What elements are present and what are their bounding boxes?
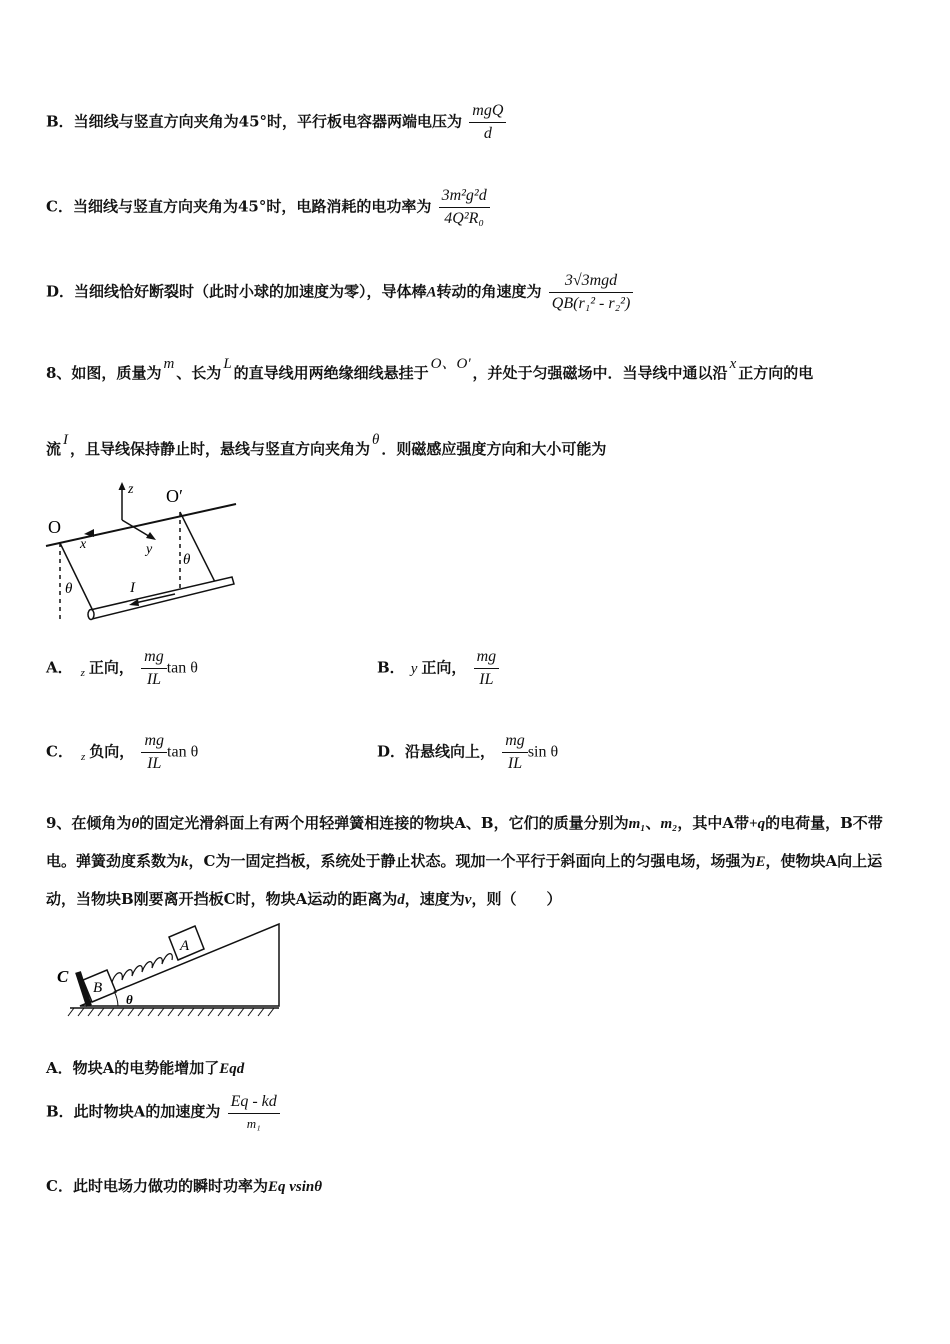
q8-var-m: m (163, 356, 175, 372)
q8-text: 8、如图，质量为 (46, 364, 162, 382)
q7-option-b (46, 102, 506, 143)
q8-option-c-trig: tan θ (167, 743, 199, 761)
fraction-numerator: mg (474, 648, 500, 669)
fraction-denominator: m₁ (246, 1116, 261, 1131)
q9-option-c (46, 1175, 322, 1196)
q9-var-m1: m₁ (628, 816, 646, 832)
q8-text: 正方向的电 (738, 364, 814, 382)
q8-fig-label-theta-left: θ (65, 581, 73, 597)
q8-text: 流 (46, 440, 62, 458)
q8-option-a (46, 648, 198, 689)
q8-stem-line2 (46, 432, 607, 459)
q7-option-c-label: C．当细线与竖直方向夹角为45°时，电路消耗的电功率为 (46, 197, 432, 216)
q9-option-a-label: A．物块A的电势能增加了 (46, 1059, 220, 1077)
q8-option-c-fraction (141, 732, 167, 773)
q8-var-l: L (223, 356, 232, 372)
fraction-numerator: mg (141, 732, 167, 753)
q9-text: ，C为一固定挡板，系统处于静止状态。现加一个平行于斜面向上的匀强电场，场强为 (188, 852, 756, 870)
q9-option-b (46, 1093, 280, 1132)
q8-option-d-trig: sin θ (527, 743, 559, 761)
q9-fig-label-b: B (93, 980, 103, 996)
q8-support-bar (46, 504, 236, 546)
fraction-denominator: IL (479, 671, 494, 688)
q8-string-right (180, 512, 215, 582)
q9-text: 的固定光滑斜面上有两个用轻弹簧相连接的物块A、B，它们的质量分别为 (139, 814, 629, 832)
q8-string-left (60, 543, 94, 613)
fraction-numerator: mgQ (469, 102, 506, 123)
q8-option-d (377, 732, 558, 773)
q8-text: 、长为 (176, 364, 222, 382)
q8-fig-label-x: x (80, 537, 87, 552)
fraction-numerator: 3m²g²d (439, 187, 490, 208)
q8-y-arrow-icon (146, 532, 156, 540)
q9-option-c-value: Eq vsinθ (267, 1179, 322, 1195)
q8-stem-line1 (46, 356, 908, 383)
q8-fig-label-z: z (128, 482, 134, 497)
q9-angle-arc (114, 991, 118, 1006)
q8-option-d-fraction (502, 732, 528, 773)
q9-var-v: v (464, 892, 472, 908)
q8-text: ，且导线保持静止时，悬线与竖直方向夹角为 (70, 440, 371, 458)
q9-var-theta: θ (131, 816, 140, 832)
q9-text: ，速度为 (404, 890, 465, 908)
fraction-denominator: IL (146, 671, 162, 688)
q8-option-a-fraction (141, 648, 167, 689)
q9-var-k: k (181, 854, 189, 870)
q8-option-c-label: C． (46, 742, 73, 761)
q8-option-a-label: A． (46, 658, 73, 677)
q8-option-b-fraction (474, 648, 500, 689)
fraction-denominator: d (483, 125, 492, 142)
fraction-numerator: Eq - kd (228, 1093, 280, 1114)
q9-option-a-value: Eqd (219, 1061, 245, 1077)
q9-option-b-label: B．此时物块A的加速度为 (46, 1102, 221, 1121)
q8-fig-label-o-prime: O′ (166, 486, 183, 506)
q8-var-theta: θ (372, 432, 380, 448)
q9-text: ，使物块A向上运动，当物块B刚要离开挡板C时，物块A运动的距离为 (46, 852, 883, 908)
q9-option-a (46, 1057, 244, 1078)
q7-option-b-label: B．当细线与竖直方向夹角为45°时，平行板电容器两端电压为 (46, 112, 463, 131)
q8-option-c-dir: 负向， (89, 742, 135, 761)
fraction-denominator: 4Q²R₀ (444, 210, 484, 227)
q9-text: ，则（ ） (471, 890, 562, 908)
q8-option-b-dir: 正向， (421, 658, 467, 677)
q8-option-a-dir: 正向， (88, 658, 134, 677)
q9-var-e: E (755, 854, 766, 870)
q8-text: 的直导线用两绝缘细线悬挂于 (233, 364, 429, 382)
q9-text: 的电荷量，B不带电。弹簧劲度系数为 (46, 814, 883, 870)
q8-fig-label-o: O (48, 517, 61, 537)
q8-var-x: x (729, 356, 737, 372)
q7-option-c (46, 187, 490, 228)
q9-text: 9、在倾角为 (46, 814, 132, 832)
q8-option-a-axis: z (80, 666, 85, 679)
q9-var-d: d (397, 892, 405, 908)
fraction-denominator: IL (507, 755, 523, 772)
q8-text: ．则磁感应强度方向和大小可能为 (381, 440, 607, 458)
q9-ground-hatch (68, 1008, 274, 1016)
q8-option-c (46, 732, 198, 773)
q9-figure (52, 918, 287, 1023)
fraction-denominator: IL (147, 755, 162, 772)
q8-var-i: I (63, 432, 69, 448)
q8-option-a-trig: tan θ (166, 659, 198, 677)
q8-var-o: O、O' (430, 356, 471, 372)
q7-option-d-label-pre: D．当细线恰好断裂时（此时小球的加速度为零），导体棒 (46, 282, 427, 301)
q7-option-d-label-post: 转动的角速度为 (436, 282, 542, 301)
q8-figure (40, 478, 250, 626)
q9-var-q: +q (749, 816, 766, 832)
q7-option-d (46, 272, 633, 313)
q8-rod-end (88, 610, 94, 620)
q8-z-arrow-icon (119, 482, 126, 490)
q8-option-b-axis: y (410, 660, 418, 677)
q8-option-b (377, 648, 499, 689)
fraction-numerator: mg (502, 732, 528, 753)
q8-fig-label-i: I (130, 580, 135, 596)
q9-text: 、 (645, 814, 661, 832)
q9-fig-label-c: C (57, 967, 69, 986)
q8-option-d-label: D．沿悬线向上， (377, 742, 496, 761)
q9-option-b-fraction (228, 1093, 280, 1132)
q9-fig-label-a: A (180, 938, 190, 954)
q8-fig-label-theta-right: θ (183, 552, 191, 568)
q9-spring (112, 954, 172, 982)
q9-option-c-label: C．此时电场力做功的瞬时功率为 (46, 1177, 268, 1195)
q7-option-b-fraction (469, 102, 506, 143)
q9-stem (46, 805, 908, 919)
q9-var-m2: m₂ (660, 816, 678, 832)
fraction-numerator: mg (141, 648, 167, 669)
fraction-denominator: QB(r₁² - r₂²) (551, 295, 631, 312)
q9-fig-label-theta: θ (126, 992, 133, 1007)
q9-text: ，其中A带 (677, 814, 750, 832)
q8-option-c-axis: z (80, 750, 86, 763)
fraction-numerator: 3√3mgd (549, 272, 633, 293)
q8-option-b-label: B． (377, 658, 405, 677)
q8-rod (90, 577, 234, 619)
q7-option-d-var: A (426, 284, 437, 301)
q7-option-d-fraction (549, 272, 633, 313)
q8-fig-label-y: y (146, 542, 153, 557)
q8-text: ，并处于匀强磁场中．当导线中通以沿 (472, 364, 728, 382)
q7-option-c-fraction (439, 187, 490, 228)
